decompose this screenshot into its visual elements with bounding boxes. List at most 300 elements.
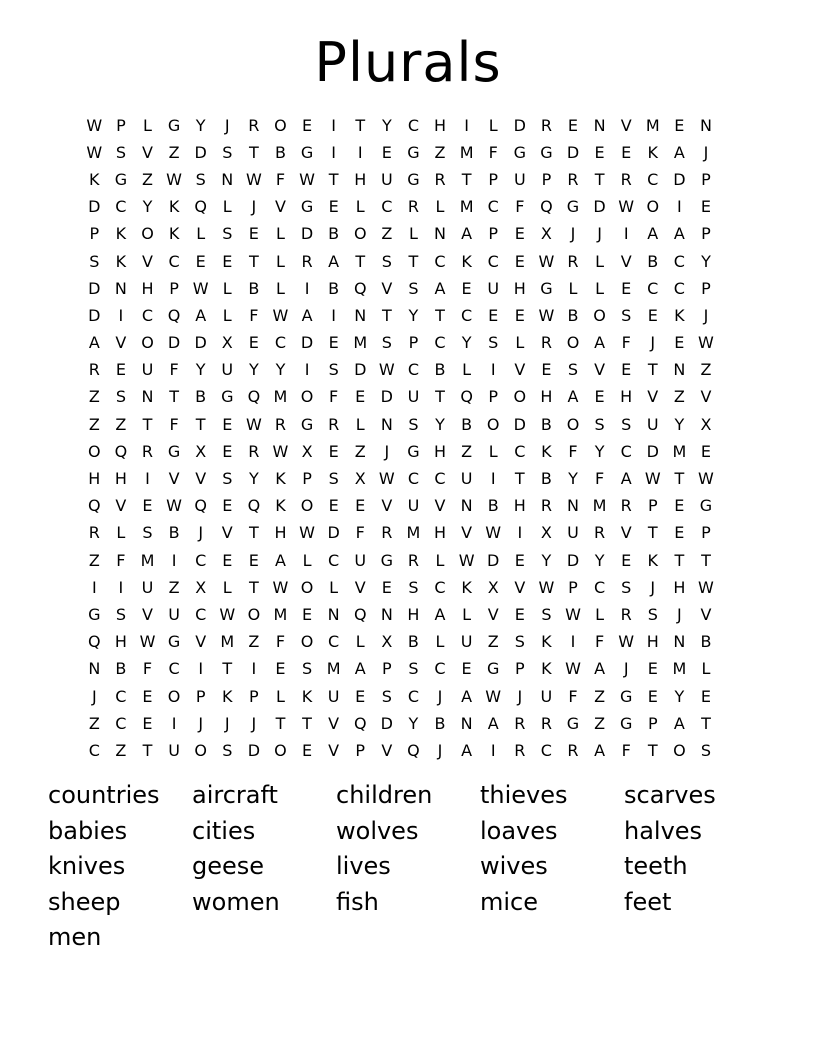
grid-letter[interactable]: E bbox=[700, 686, 711, 706]
grid-letter[interactable]: W bbox=[565, 659, 581, 679]
grid-letter[interactable]: C bbox=[88, 740, 100, 760]
grid-letter[interactable]: E bbox=[115, 360, 126, 380]
grid-letter[interactable]: F bbox=[116, 550, 126, 570]
grid-letter[interactable]: M bbox=[273, 604, 288, 624]
grid-letter[interactable]: Z bbox=[142, 169, 153, 189]
grid-letter[interactable]: E bbox=[647, 305, 658, 325]
grid-letter[interactable]: B bbox=[274, 142, 286, 162]
grid-letter[interactable]: U bbox=[168, 740, 180, 760]
grid-letter[interactable]: U bbox=[168, 604, 180, 624]
grid-letter[interactable]: C bbox=[407, 115, 419, 135]
grid-letter[interactable]: W bbox=[698, 469, 714, 489]
grid-letter[interactable]: L bbox=[435, 632, 445, 652]
grid-letter[interactable]: R bbox=[407, 197, 419, 217]
grid-letter[interactable]: I bbox=[118, 577, 124, 597]
grid-letter[interactable]: Z bbox=[594, 686, 606, 706]
grid-letter[interactable]: E bbox=[621, 142, 632, 162]
grid-letter[interactable]: E bbox=[248, 224, 259, 244]
grid-letter[interactable]: G bbox=[300, 197, 314, 217]
grid-letter[interactable]: Y bbox=[674, 686, 685, 706]
grid-letter[interactable]: T bbox=[248, 523, 259, 543]
grid-letter[interactable]: K bbox=[541, 659, 552, 679]
grid-letter[interactable]: P bbox=[488, 224, 499, 244]
grid-letter[interactable]: K bbox=[168, 224, 180, 244]
grid-letter[interactable]: Q bbox=[88, 632, 101, 652]
grid-letter[interactable]: W bbox=[644, 469, 661, 489]
grid-letter[interactable]: P bbox=[116, 115, 126, 135]
grid-letter[interactable]: L bbox=[222, 197, 232, 217]
grid-letter[interactable]: T bbox=[674, 469, 685, 489]
grid-letter[interactable]: N bbox=[114, 278, 127, 298]
grid-letter[interactable]: Y bbox=[435, 414, 445, 434]
grid-letter[interactable]: C bbox=[647, 169, 659, 189]
grid-letter[interactable]: P bbox=[249, 686, 259, 706]
grid-letter[interactable]: Z bbox=[434, 142, 446, 162]
grid-letter[interactable]: M bbox=[645, 115, 660, 135]
grid-letter[interactable]: D bbox=[513, 115, 526, 135]
grid-letter[interactable]: Y bbox=[408, 713, 419, 733]
grid-letter[interactable]: W bbox=[245, 169, 262, 189]
grid-letter[interactable]: U bbox=[221, 360, 234, 380]
grid-letter[interactable]: F bbox=[515, 197, 525, 217]
grid-letter[interactable]: M bbox=[592, 496, 607, 516]
grid-letter[interactable]: W bbox=[458, 550, 475, 570]
grid-letter[interactable]: P bbox=[302, 469, 312, 489]
grid-letter[interactable]: T bbox=[701, 713, 711, 733]
grid-letter[interactable]: S bbox=[115, 387, 126, 407]
grid-letter[interactable]: N bbox=[460, 496, 473, 516]
grid-letter[interactable]: V bbox=[700, 604, 712, 624]
grid-letter[interactable]: T bbox=[381, 305, 392, 325]
grid-letter[interactable]: N bbox=[593, 115, 606, 135]
grid-letter[interactable]: E bbox=[700, 197, 711, 217]
grid-letter[interactable]: A bbox=[328, 251, 340, 271]
grid-letter[interactable]: N bbox=[354, 305, 367, 325]
grid-letter[interactable]: I bbox=[570, 632, 576, 652]
grid-letter[interactable]: T bbox=[328, 169, 339, 189]
grid-letter[interactable]: D bbox=[566, 550, 580, 570]
grid-letter[interactable]: Z bbox=[594, 713, 606, 733]
grid-letter[interactable]: I bbox=[145, 469, 150, 489]
grid-letter[interactable]: E bbox=[674, 333, 685, 353]
grid-letter[interactable]: R bbox=[88, 523, 100, 543]
grid-letter[interactable]: W bbox=[538, 251, 555, 271]
grid-letter[interactable]: L bbox=[701, 659, 711, 679]
grid-letter[interactable]: E bbox=[647, 686, 658, 706]
grid-letter[interactable]: J bbox=[623, 659, 629, 679]
grid-letter[interactable]: I bbox=[251, 659, 257, 679]
grid-letter[interactable]: K bbox=[222, 686, 233, 706]
grid-letter[interactable]: R bbox=[540, 115, 552, 135]
grid-letter[interactable]: Q bbox=[114, 441, 128, 461]
grid-letter[interactable]: S bbox=[89, 251, 100, 271]
grid-letter[interactable]: E bbox=[222, 550, 233, 570]
grid-letter[interactable]: A bbox=[594, 659, 606, 679]
grid-letter[interactable]: Z bbox=[88, 713, 100, 733]
grid-letter[interactable]: Z bbox=[700, 360, 712, 380]
grid-letter[interactable]: H bbox=[434, 115, 447, 135]
grid-letter[interactable]: O bbox=[300, 632, 314, 652]
grid-letter[interactable]: I bbox=[118, 305, 124, 325]
grid-letter[interactable]: F bbox=[169, 360, 179, 380]
grid-letter[interactable]: S bbox=[115, 142, 126, 162]
grid-letter[interactable]: O bbox=[646, 197, 660, 217]
grid-letter[interactable]: R bbox=[274, 414, 287, 434]
grid-letter[interactable]: I bbox=[331, 142, 336, 162]
grid-letter[interactable]: H bbox=[646, 632, 659, 652]
grid-letter[interactable]: L bbox=[408, 224, 418, 244]
grid-letter[interactable]: W bbox=[538, 305, 555, 325]
grid-letter[interactable]: V bbox=[700, 387, 712, 407]
grid-letter[interactable]: X bbox=[301, 441, 313, 461]
grid-letter[interactable]: Y bbox=[408, 305, 419, 325]
grid-letter[interactable]: T bbox=[355, 251, 366, 271]
grid-letter[interactable]: O bbox=[88, 441, 101, 461]
grid-letter[interactable]: W bbox=[378, 360, 395, 380]
grid-letter[interactable]: R bbox=[514, 740, 526, 760]
grid-letter[interactable]: N bbox=[88, 659, 101, 679]
grid-letter[interactable]: A bbox=[620, 469, 632, 489]
grid-letter[interactable]: R bbox=[88, 360, 100, 380]
grid-letter[interactable]: P bbox=[701, 278, 711, 298]
grid-letter[interactable]: D bbox=[247, 740, 261, 760]
grid-letter[interactable]: V bbox=[381, 278, 393, 298]
grid-letter[interactable]: Y bbox=[594, 441, 605, 461]
grid-letter[interactable]: R bbox=[620, 496, 632, 516]
grid-letter[interactable]: D bbox=[354, 360, 367, 380]
grid-letter[interactable]: E bbox=[328, 333, 339, 353]
grid-letter[interactable]: C bbox=[620, 441, 632, 461]
grid-letter[interactable]: N bbox=[567, 496, 579, 516]
grid-letter[interactable]: V bbox=[620, 251, 632, 271]
grid-letter[interactable]: D bbox=[327, 523, 340, 543]
grid-letter[interactable]: W bbox=[86, 142, 103, 162]
grid-letter[interactable]: W bbox=[485, 686, 502, 706]
grid-letter[interactable]: V bbox=[328, 740, 340, 760]
grid-letter[interactable]: D bbox=[300, 224, 314, 244]
grid-letter[interactable]: L bbox=[222, 278, 232, 298]
grid-letter[interactable]: I bbox=[464, 115, 469, 135]
grid-letter[interactable]: Z bbox=[115, 414, 127, 434]
grid-letter[interactable]: Y bbox=[248, 360, 259, 380]
grid-letter[interactable]: F bbox=[568, 686, 578, 706]
grid-letter[interactable]: E bbox=[328, 441, 339, 461]
grid-letter[interactable]: Z bbox=[115, 740, 127, 760]
grid-letter[interactable]: V bbox=[381, 740, 393, 760]
grid-letter[interactable]: T bbox=[461, 169, 472, 189]
grid-letter[interactable]: W bbox=[618, 197, 635, 217]
grid-letter[interactable]: V bbox=[115, 333, 127, 353]
grid-letter[interactable]: H bbox=[540, 387, 553, 407]
grid-letter[interactable]: V bbox=[142, 142, 153, 162]
grid-letter[interactable]: D bbox=[194, 142, 207, 162]
grid-letter[interactable]: A bbox=[461, 686, 473, 706]
grid-letter[interactable]: Q bbox=[194, 496, 207, 516]
grid-letter[interactable]: G bbox=[619, 713, 633, 733]
grid-letter[interactable]: V bbox=[594, 360, 606, 380]
grid-letter[interactable]: K bbox=[647, 550, 659, 570]
grid-letter[interactable]: S bbox=[621, 577, 632, 597]
grid-letter[interactable]: K bbox=[461, 251, 472, 271]
grid-letter[interactable]: C bbox=[407, 360, 419, 380]
grid-letter[interactable]: P bbox=[647, 713, 658, 733]
grid-letter[interactable]: S bbox=[621, 305, 632, 325]
grid-letter[interactable]: E bbox=[301, 115, 313, 135]
grid-letter[interactable]: S bbox=[222, 142, 233, 162]
grid-letter[interactable]: T bbox=[302, 713, 312, 733]
grid-letter[interactable]: E bbox=[222, 414, 233, 434]
grid-letter[interactable]: R bbox=[514, 713, 526, 733]
grid-letter[interactable]: X bbox=[195, 577, 207, 597]
grid-letter[interactable]: J bbox=[677, 604, 682, 624]
grid-letter[interactable]: G bbox=[513, 142, 526, 162]
grid-letter[interactable]: W bbox=[166, 496, 182, 516]
grid-letter[interactable]: A bbox=[354, 659, 366, 679]
grid-letter[interactable]: I bbox=[171, 550, 177, 570]
grid-letter[interactable]: E bbox=[647, 659, 658, 679]
grid-letter[interactable]: D bbox=[300, 333, 314, 353]
grid-letter[interactable]: H bbox=[274, 523, 287, 543]
grid-letter[interactable]: H bbox=[434, 441, 447, 461]
grid-letter[interactable]: L bbox=[275, 224, 285, 244]
grid-letter[interactable]: E bbox=[700, 441, 711, 461]
grid-letter[interactable]: Z bbox=[248, 632, 260, 652]
grid-letter[interactable]: N bbox=[380, 604, 393, 624]
grid-letter[interactable]: F bbox=[594, 469, 605, 489]
grid-letter[interactable]: U bbox=[141, 577, 154, 597]
grid-letter[interactable]: I bbox=[331, 305, 336, 325]
grid-letter[interactable]: O bbox=[353, 224, 367, 244]
grid-letter[interactable]: N bbox=[380, 414, 393, 434]
grid-letter[interactable]: C bbox=[115, 197, 127, 217]
grid-letter[interactable]: P bbox=[701, 523, 711, 543]
grid-letter[interactable]: S bbox=[115, 604, 126, 624]
grid-letter[interactable]: E bbox=[248, 333, 259, 353]
grid-letter[interactable]: G bbox=[167, 441, 181, 461]
grid-letter[interactable]: O bbox=[300, 496, 314, 516]
grid-letter[interactable]: K bbox=[115, 251, 127, 271]
grid-letter[interactable]: F bbox=[249, 305, 259, 325]
grid-letter[interactable]: I bbox=[304, 360, 310, 380]
grid-letter[interactable]: N bbox=[673, 632, 686, 652]
grid-letter[interactable]: Z bbox=[168, 577, 180, 597]
grid-letter[interactable]: V bbox=[381, 496, 393, 516]
grid-letter[interactable]: R bbox=[567, 740, 579, 760]
grid-letter[interactable]: S bbox=[408, 577, 419, 597]
grid-letter[interactable]: U bbox=[380, 169, 393, 189]
grid-letter[interactable]: H bbox=[434, 523, 447, 543]
grid-letter[interactable]: L bbox=[595, 604, 605, 624]
grid-letter[interactable]: G bbox=[487, 659, 500, 679]
grid-letter[interactable]: G bbox=[566, 713, 580, 733]
grid-letter[interactable]: P bbox=[195, 686, 206, 706]
grid-letter[interactable]: O bbox=[194, 740, 207, 760]
grid-letter[interactable]: I bbox=[198, 659, 204, 679]
grid-letter[interactable]: S bbox=[328, 360, 339, 380]
grid-letter[interactable]: J bbox=[703, 142, 709, 162]
grid-letter[interactable]: E bbox=[594, 142, 605, 162]
grid-letter[interactable]: G bbox=[167, 632, 181, 652]
grid-letter[interactable]: W bbox=[565, 604, 581, 624]
grid-letter[interactable]: I bbox=[304, 278, 310, 298]
grid-letter[interactable]: K bbox=[89, 169, 100, 189]
grid-letter[interactable]: H bbox=[354, 169, 367, 189]
grid-letter[interactable]: C bbox=[168, 251, 180, 271]
grid-letter[interactable]: P bbox=[382, 659, 392, 679]
grid-letter[interactable]: B bbox=[195, 387, 207, 407]
grid-letter[interactable]: P bbox=[701, 169, 711, 189]
grid-letter[interactable]: W bbox=[299, 523, 315, 543]
grid-letter[interactable]: C bbox=[487, 251, 499, 271]
grid-letter[interactable]: V bbox=[647, 387, 659, 407]
grid-letter[interactable]: Y bbox=[195, 360, 206, 380]
grid-letter[interactable]: F bbox=[594, 632, 605, 652]
grid-letter[interactable]: W bbox=[299, 169, 315, 189]
grid-letter[interactable]: P bbox=[355, 740, 366, 760]
grid-letter[interactable]: A bbox=[673, 713, 685, 733]
grid-letter[interactable]: Z bbox=[487, 632, 499, 652]
grid-letter[interactable]: C bbox=[673, 251, 685, 271]
grid-letter[interactable]: W bbox=[272, 577, 289, 597]
grid-letter[interactable]: P bbox=[514, 659, 525, 679]
grid-letter[interactable]: D bbox=[487, 550, 500, 570]
grid-letter[interactable]: M bbox=[406, 523, 421, 543]
grid-letter[interactable]: J bbox=[517, 686, 523, 706]
grid-letter[interactable]: U bbox=[460, 632, 473, 652]
grid-letter[interactable]: B bbox=[700, 632, 712, 652]
grid-letter[interactable]: V bbox=[115, 496, 127, 516]
grid-letter[interactable]: B bbox=[540, 414, 552, 434]
grid-letter[interactable]: S bbox=[381, 333, 392, 353]
grid-letter[interactable]: K bbox=[461, 577, 472, 597]
grid-letter[interactable]: G bbox=[619, 686, 633, 706]
grid-letter[interactable]: E bbox=[514, 251, 525, 271]
grid-letter[interactable]: L bbox=[329, 577, 339, 597]
grid-letter[interactable]: E bbox=[355, 496, 366, 516]
grid-letter[interactable]: G bbox=[566, 197, 580, 217]
grid-letter[interactable]: S bbox=[594, 414, 605, 434]
grid-letter[interactable]: O bbox=[566, 333, 580, 353]
grid-letter[interactable]: C bbox=[647, 278, 659, 298]
grid-letter[interactable]: E bbox=[328, 496, 339, 516]
grid-letter[interactable]: S bbox=[567, 360, 579, 380]
grid-letter[interactable]: M bbox=[672, 659, 687, 679]
grid-letter[interactable]: N bbox=[673, 360, 686, 380]
grid-letter[interactable]: A bbox=[461, 224, 473, 244]
grid-letter[interactable]: D bbox=[380, 387, 393, 407]
grid-letter[interactable]: T bbox=[222, 659, 233, 679]
grid-letter[interactable]: C bbox=[381, 197, 393, 217]
grid-letter[interactable]: J bbox=[597, 224, 602, 244]
grid-letter[interactable]: G bbox=[699, 496, 713, 516]
grid-letter[interactable]: B bbox=[540, 469, 552, 489]
grid-letter[interactable]: L bbox=[355, 197, 365, 217]
grid-letter[interactable]: M bbox=[273, 387, 288, 407]
grid-letter[interactable]: Q bbox=[247, 387, 261, 407]
grid-letter[interactable]: A bbox=[567, 387, 579, 407]
grid-letter[interactable]: E bbox=[142, 686, 153, 706]
grid-letter[interactable]: A bbox=[487, 713, 499, 733]
grid-letter[interactable]: O bbox=[141, 333, 154, 353]
grid-letter[interactable]: I bbox=[91, 577, 97, 597]
grid-letter[interactable]: T bbox=[142, 740, 153, 760]
grid-letter[interactable]: B bbox=[168, 523, 180, 543]
grid-letter[interactable]: X bbox=[221, 333, 233, 353]
grid-letter[interactable]: Y bbox=[461, 333, 472, 353]
grid-letter[interactable]: T bbox=[435, 305, 445, 325]
grid-letter[interactable]: J bbox=[650, 333, 656, 353]
grid-letter[interactable]: B bbox=[328, 278, 340, 298]
grid-letter[interactable]: T bbox=[248, 251, 259, 271]
grid-letter[interactable]: C bbox=[328, 632, 340, 652]
grid-letter[interactable]: Z bbox=[88, 387, 100, 407]
grid-letter[interactable]: V bbox=[195, 469, 207, 489]
grid-letter[interactable]: U bbox=[646, 414, 659, 434]
grid-letter[interactable]: V bbox=[620, 523, 632, 543]
grid-letter[interactable]: B bbox=[434, 360, 446, 380]
grid-letter[interactable]: N bbox=[327, 604, 340, 624]
grid-letter[interactable]: B bbox=[487, 496, 499, 516]
grid-letter[interactable]: L bbox=[196, 224, 206, 244]
grid-letter[interactable]: U bbox=[327, 686, 340, 706]
grid-letter[interactable]: W bbox=[272, 441, 289, 461]
grid-letter[interactable]: S bbox=[301, 659, 313, 679]
grid-letter[interactable]: I bbox=[623, 224, 629, 244]
grid-letter[interactable]: R bbox=[594, 523, 606, 543]
grid-letter[interactable]: V bbox=[195, 632, 207, 652]
grid-letter[interactable]: U bbox=[407, 496, 420, 516]
grid-letter[interactable]: U bbox=[407, 387, 420, 407]
grid-letter[interactable]: Y bbox=[195, 115, 206, 135]
grid-letter[interactable]: J bbox=[91, 686, 97, 706]
grid-letter[interactable]: V bbox=[221, 523, 233, 543]
grid-letter[interactable]: C bbox=[514, 441, 526, 461]
grid-letter[interactable]: E bbox=[222, 496, 233, 516]
grid-letter[interactable]: A bbox=[673, 142, 685, 162]
grid-letter[interactable]: F bbox=[488, 142, 498, 162]
grid-letter[interactable]: K bbox=[674, 305, 685, 325]
grid-letter[interactable]: N bbox=[460, 713, 473, 733]
grid-letter[interactable]: E bbox=[621, 550, 632, 570]
grid-letter[interactable]: M bbox=[459, 197, 474, 217]
grid-letter[interactable]: E bbox=[674, 523, 685, 543]
grid-letter[interactable]: E bbox=[142, 713, 153, 733]
grid-letter[interactable]: B bbox=[434, 713, 446, 733]
grid-letter[interactable]: J bbox=[437, 686, 443, 706]
grid-letter[interactable]: T bbox=[275, 713, 286, 733]
grid-letter[interactable]: V bbox=[514, 360, 526, 380]
grid-letter[interactable]: K bbox=[541, 441, 552, 461]
grid-letter[interactable]: T bbox=[169, 387, 179, 407]
grid-letter[interactable]: B bbox=[407, 632, 419, 652]
grid-letter[interactable]: X bbox=[354, 469, 366, 489]
grid-letter[interactable]: K bbox=[168, 197, 180, 217]
grid-letter[interactable]: H bbox=[673, 577, 686, 597]
grid-letter[interactable]: S bbox=[381, 686, 392, 706]
grid-letter[interactable]: S bbox=[541, 604, 552, 624]
grid-letter[interactable]: E bbox=[514, 604, 525, 624]
grid-letter[interactable]: J bbox=[224, 713, 230, 733]
grid-letter[interactable]: F bbox=[142, 659, 153, 679]
grid-letter[interactable]: T bbox=[248, 577, 259, 597]
grid-letter[interactable]: Q bbox=[353, 604, 367, 624]
grid-letter[interactable]: W bbox=[485, 523, 502, 543]
grid-letter[interactable]: Z bbox=[168, 142, 180, 162]
grid-letter[interactable]: H bbox=[114, 469, 127, 489]
grid-letter[interactable]: P bbox=[89, 224, 100, 244]
grid-letter[interactable]: W bbox=[378, 469, 395, 489]
grid-letter[interactable]: C bbox=[434, 577, 446, 597]
